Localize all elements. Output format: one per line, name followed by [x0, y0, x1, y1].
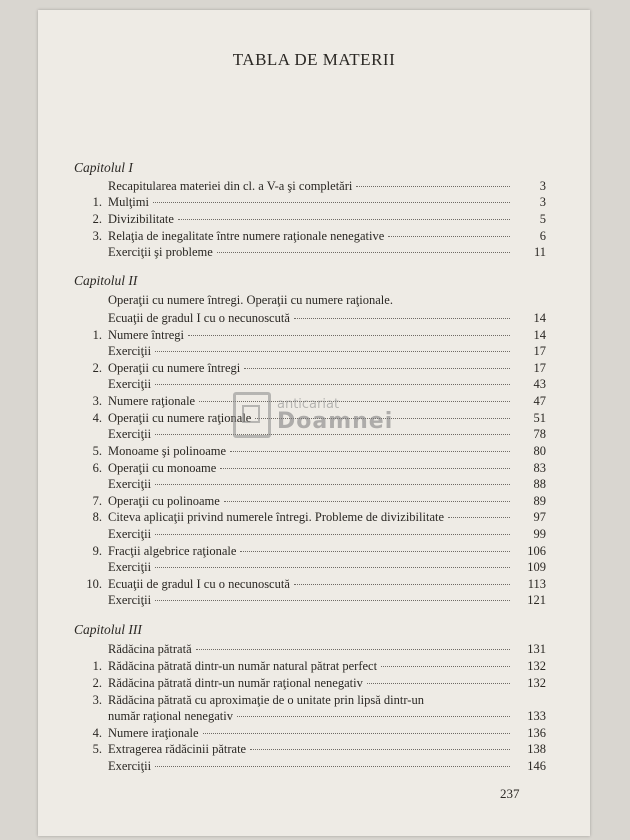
dot-leader [188, 335, 510, 336]
toc-entry-number: 2. [92, 212, 102, 226]
toc-entry [82, 641, 546, 657]
toc-entry [82, 343, 546, 359]
dot-leader [381, 666, 510, 667]
dot-leader [224, 501, 510, 502]
watermark-logo-icon [233, 392, 271, 438]
toc-entry-page: 83 [533, 461, 546, 475]
dot-leader [237, 716, 510, 717]
toc-entry-page: 106 [527, 544, 546, 558]
toc-entry-number: 5. [92, 742, 102, 756]
toc-entry-page: 14 [533, 311, 546, 325]
toc-entry [82, 526, 546, 542]
dot-leader [155, 600, 510, 601]
watermark [233, 392, 393, 438]
toc-entry [82, 460, 546, 476]
dot-leader [155, 351, 510, 352]
toc-entry-title: Rădăcina pătrată [108, 642, 192, 656]
toc-entry [82, 310, 546, 326]
dot-leader [220, 468, 510, 469]
toc-entry-title-line1: Operaţii cu numere întregi. Operaţii cu numere raţionale. [108, 293, 393, 307]
toc-entry [82, 211, 546, 227]
toc-entry-title: Operaţii cu numere raţionale [108, 411, 252, 425]
toc-entry-page: 6 [539, 229, 546, 243]
toc-entry-page: 11 [533, 245, 546, 259]
toc-entry-page: 51 [533, 411, 546, 425]
toc-entry-title: Mulţimi [108, 195, 149, 209]
toc-entry-number: 2. [92, 676, 102, 690]
toc-entry [82, 509, 546, 525]
toc-entry-page: 47 [533, 394, 546, 408]
toc-entry-page: 146 [527, 759, 546, 773]
toc-entry-number: 7. [92, 494, 102, 508]
toc-entry-page: 138 [527, 742, 546, 756]
toc-entry-page: 97 [533, 510, 546, 524]
toc-entry [82, 194, 546, 210]
toc-entry-page: 89 [533, 494, 546, 508]
toc-entry-number: 10. [86, 577, 102, 591]
toc-entry-number: 1. [92, 659, 102, 673]
toc-entry-title: Rădăcina pătrată dintr-un număr raţional nenegativ [108, 676, 363, 690]
toc-entry-title: Exerciţii şi probleme [108, 245, 213, 259]
toc-entry [82, 228, 546, 244]
toc-entry-page: 3 [539, 179, 546, 193]
toc-entry-number: 1. [92, 328, 102, 342]
dot-leader [448, 517, 510, 518]
toc-entry-title: Fracţii algebrice raţionale [108, 544, 237, 558]
toc-entry-page: 3 [539, 195, 546, 209]
toc-entry-title: Recapitularea materiei din cl. a V-a şi completări [108, 179, 353, 193]
toc-entry-number: 4. [92, 411, 102, 425]
toc-entry-page: 17 [533, 344, 546, 358]
toc-entry [82, 725, 546, 741]
toc-entry-title: Rădăcina pătrată cu aproximaţie de o unitate prin lipsă dintr-un [108, 693, 424, 707]
toc-entry [82, 244, 546, 260]
dot-leader [294, 584, 510, 585]
toc-entry-number: 9. [92, 544, 102, 558]
toc-entry-page: 121 [527, 593, 546, 607]
book-page [38, 10, 590, 836]
toc-entry-page: 88 [533, 477, 546, 491]
toc-entry [82, 758, 546, 774]
toc-entry-title: Operaţii cu monoame [108, 461, 217, 475]
toc-entry-number: 3. [92, 693, 102, 707]
toc-entry [82, 592, 546, 608]
toc-entry-number: 8. [92, 510, 102, 524]
dot-leader [240, 551, 510, 552]
dot-leader [178, 219, 510, 220]
dot-leader [250, 749, 510, 750]
dot-leader [203, 733, 510, 734]
toc-entry-title: Operaţii cu polinoame [108, 494, 220, 508]
toc-entry-title: Exerciţii [108, 560, 152, 574]
toc-entry-title: Numere iraţionale [108, 726, 199, 740]
toc-entry [82, 360, 546, 376]
dot-leader [294, 318, 510, 319]
toc-entry-title: număr raţional nenegativ [108, 709, 233, 723]
toc-entry [82, 178, 546, 194]
toc-entry [82, 741, 546, 757]
dot-leader [230, 451, 510, 452]
chapter-heading: Capitolul III [74, 622, 142, 637]
toc-entry [82, 443, 546, 459]
chapter-heading: Capitolul I [74, 160, 133, 175]
toc-entry [82, 708, 546, 724]
toc-entry-number: 3. [92, 394, 102, 408]
toc-entry [82, 692, 546, 708]
toc-entry-number: 4. [92, 726, 102, 740]
toc-entry-page: 5 [539, 212, 546, 226]
dot-leader [155, 484, 510, 485]
toc-entry-title: Relaţia de inegalitate între numere raţionale nenegative [108, 229, 385, 243]
toc-entry [82, 576, 546, 592]
toc-entry [82, 559, 546, 575]
watermark-line1: anticariat [277, 396, 340, 412]
toc-entry-page: 17 [533, 361, 546, 375]
toc-entry-title: Monoame şi polinoame [108, 444, 227, 458]
toc-entry-page: 136 [527, 726, 546, 740]
dot-leader [367, 683, 510, 684]
toc-entry-title: Exerciţii [108, 527, 152, 541]
toc-entry [82, 376, 546, 392]
dot-leader [155, 567, 510, 568]
toc-entry-page: 132 [527, 676, 546, 690]
page-number: 237 [500, 786, 520, 801]
toc-entry-title: Exerciţii [108, 477, 152, 491]
toc-entry-title: Numere raţionale [108, 394, 196, 408]
dot-leader [388, 236, 510, 237]
dot-leader [356, 186, 510, 187]
toc-entry [82, 327, 546, 343]
toc-entry-number: 6. [92, 461, 102, 475]
toc-entry-number: 5. [92, 444, 102, 458]
toc-entry [82, 543, 546, 559]
toc-entry [82, 493, 546, 509]
toc-entry-page: 133 [527, 709, 546, 723]
toc-entry-page: 109 [527, 560, 546, 574]
toc-entry-title: Exerciţii [108, 344, 152, 358]
dot-leader [196, 649, 510, 650]
toc-entry-title: Exerciţii [108, 759, 152, 773]
dot-leader [155, 534, 510, 535]
page-title: TABLA DE MATERII [232, 50, 396, 69]
toc-entry-page: 78 [533, 427, 546, 441]
watermark-line2: Doamnei [277, 408, 394, 434]
toc-entry-number: 1. [92, 195, 102, 209]
toc-entry [82, 658, 546, 674]
dot-leader [217, 252, 510, 253]
toc-entry-page: 14 [533, 328, 546, 342]
toc-entry-title: Extragerea rădăcinii pătrate [108, 742, 247, 756]
toc-entry-number: 3. [92, 229, 102, 243]
dot-leader [244, 368, 510, 369]
toc-entry-title: Exerciţii [108, 427, 152, 441]
toc-entry-title: Numere întregi [108, 328, 185, 342]
toc-entry-title: Divizibilitate [108, 212, 174, 226]
toc-entry-title: Operaţii cu numere întregi [108, 361, 241, 375]
toc-entry-title: Citeva aplicaţii privind numerele întregi. Probleme de divizibilitate [108, 510, 445, 524]
toc-entry [82, 675, 546, 691]
toc-entry-page: 113 [527, 577, 546, 591]
toc-entry-page: 43 [533, 377, 546, 391]
toc-entry-page: 132 [527, 659, 546, 673]
dot-leader [155, 384, 510, 385]
dot-leader [155, 766, 510, 767]
toc-entry-title: Ecuaţii de gradul I cu o necunoscută [108, 311, 290, 325]
toc-entry-page: 99 [533, 527, 546, 541]
toc-entry-page: 131 [527, 642, 546, 656]
toc-entry-title: Rădăcina pătrată dintr-un număr natural pătrat perfect [108, 659, 378, 673]
toc-entry-page: 80 [533, 444, 546, 458]
chapter-heading: Capitolul II [74, 273, 138, 288]
toc-entry-title: Exerciţii [108, 593, 152, 607]
toc-entry [82, 476, 546, 492]
dot-leader [153, 202, 510, 203]
toc-entry-title: Exerciţii [108, 377, 152, 391]
toc-entry-title: Ecuaţii de gradul I cu o necunoscută [108, 577, 290, 591]
toc-entry-number: 2. [92, 361, 102, 375]
